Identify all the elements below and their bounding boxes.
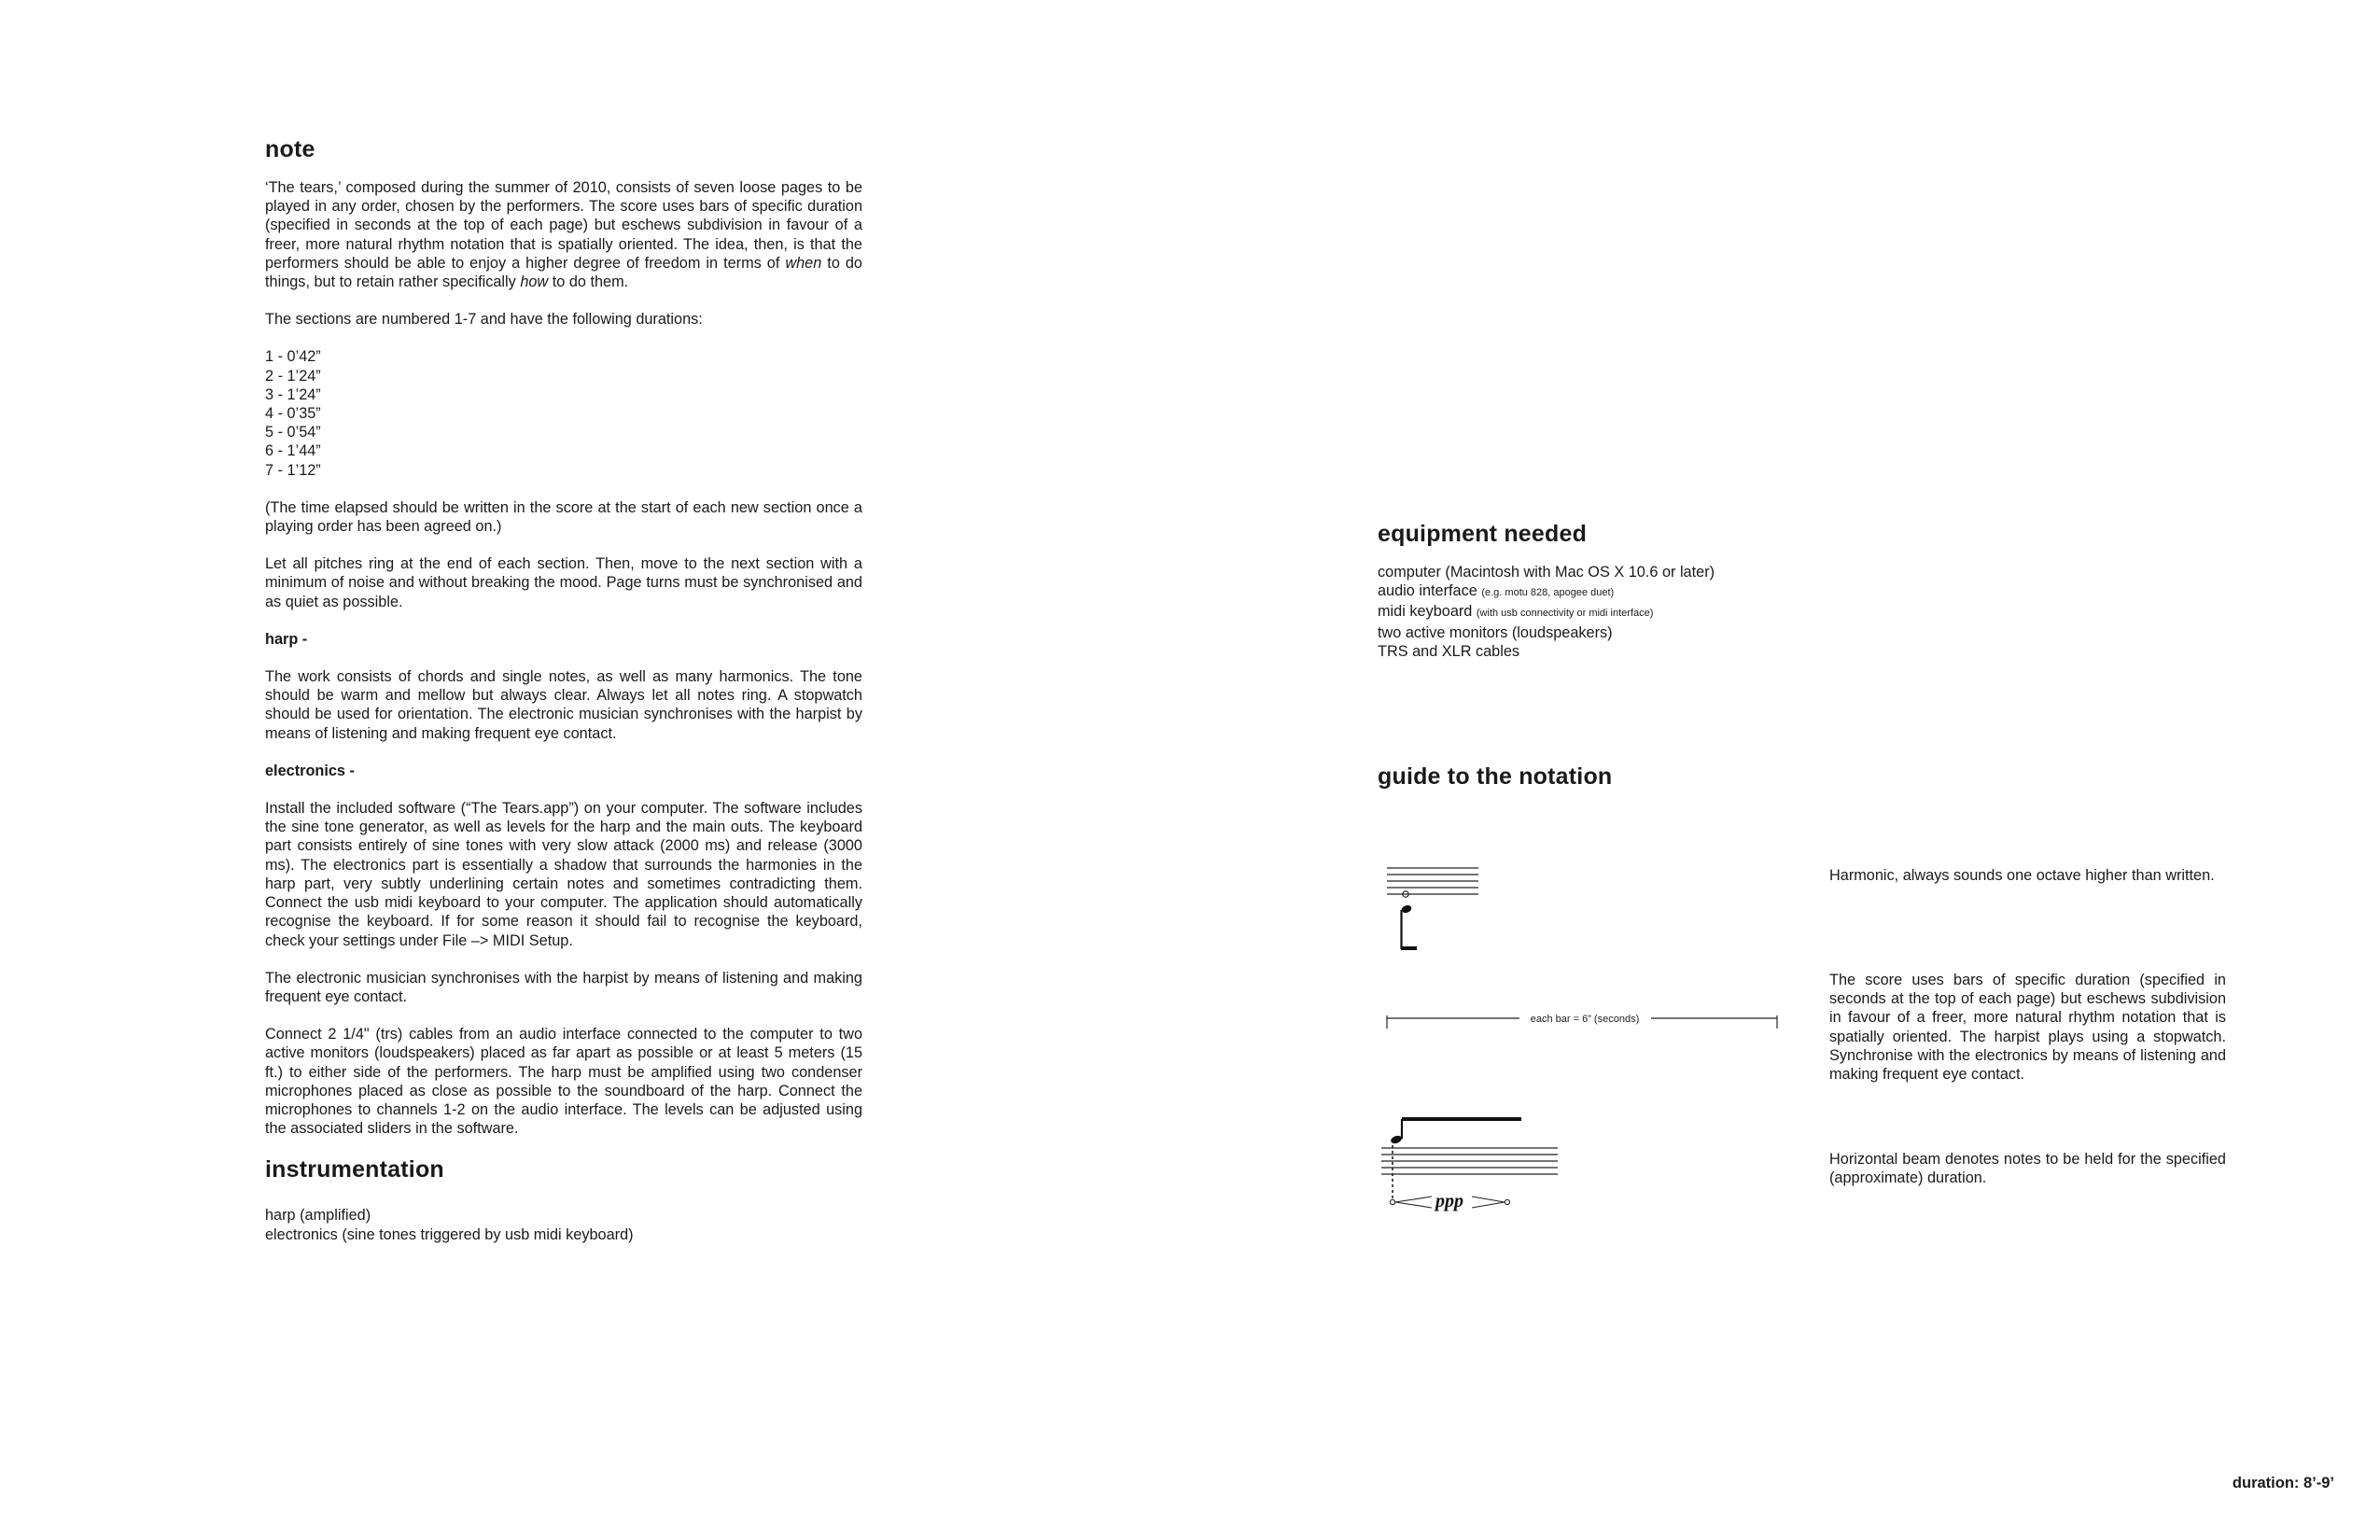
guide-heading: guide to the notation (1378, 763, 1613, 790)
duration-item: 5 - 0’54” (265, 424, 321, 441)
note-section (265, 136, 862, 1244)
duration-item: 2 - 1’24” (265, 367, 321, 385)
hairpin-start-circle-icon (1390, 1199, 1394, 1204)
electronics-sync-paragraph: The electronic musician synchronises with the harpist by means of listening and making frequent eye contact. (265, 969, 862, 1005)
duration-item: 4 - 0’35” (265, 405, 321, 423)
bar-duration-description: The score uses bars of specific duration (specified in seconds at the top of each page) but eschews subdivision in favour of a freer, more natural rhythm notation that is spatially oriented. The harpist plays using a stopwatch. Synchronise with the electronics by means of listening and making frequent eye contact. (1829, 972, 2226, 1084)
note-intro-text-mid: to do things, but to retain rather specifically (265, 254, 862, 291)
harmonic-description: Harmonic, always sounds one octave higher than written. (1829, 867, 2215, 884)
total-duration: duration: 8’-9’ (2232, 1475, 2334, 1491)
equipment-item: audio interface (e.g. motu 828, apogee duet) (1378, 582, 1615, 600)
instrument-item: electronics (sine tones triggered by usb midi keyboard) (265, 1225, 634, 1243)
harp-paragraph: The work consists of chords and single notes, as well as many harmonics. The tone should be warm and mellow but always clear. Always let all notes ring. A stopwatch should be used for orientation. The electronic musician synchronises with the harpist by means of listening and making frequent eye contact. (265, 668, 862, 742)
instrumentation-list (265, 1206, 862, 1243)
electronics-paragraph: Install the included software (“The Tears.app”) on your computer. The software includes the sine tone generator, as well as levels for the harp and the main outs. The keyboard part consists entirely of sine tones with very slow attack (2000 ms) and release (3000 ms). The electronics part is essentially a shadow that surrounds the harmonies in the harp part, very subtly underlining certain notes and sometimes contradicting them. Connect the usb midi keyboard to your computer. The application should automatically recognise the keyboard. If for some reason it should fail to recognise the keyboard, check your settings under File –> MIDI Setup. (265, 800, 862, 949)
equipment-section (1378, 521, 2124, 661)
let-ring-paragraph: Let all pitches ring at the end of each section. Then, move to the next section with a minimum of noise and without breaking the mood. Page turns must be synchronised and as quiet as possible. (265, 555, 862, 610)
equipment-item: two active monitors (loudspeakers) (1378, 623, 1613, 641)
bar-duration-figure (1378, 1008, 1788, 1030)
note-head-icon (1390, 1134, 1403, 1144)
beam-notation-figure (1378, 1111, 1583, 1213)
duration-item: 3 - 1’24” (265, 385, 321, 403)
harmonic-notation-figure (1378, 859, 1490, 963)
hairpin-end-circle-icon (1505, 1199, 1509, 1204)
beam-description: Horizontal beam denotes notes to be held for the specified (approximate) duration. (1829, 1151, 2226, 1187)
instrumentation-heading: instrumentation (265, 1156, 444, 1183)
duration-item: 7 - 1’12” (265, 461, 321, 479)
equipment-item: TRS and XLR cables (1378, 642, 1520, 660)
dynamic-mark: ppp (1435, 1191, 1463, 1211)
note-intro-paragraph (265, 178, 862, 291)
equipment-list (1378, 563, 2124, 661)
equipment-heading: equipment needed (1378, 521, 1588, 547)
time-elapsed-paragraph: (The time elapsed should be written in the score at the start of each new section once a playing order has been agreed on.) (265, 498, 862, 536)
harp-heading: harp - (265, 630, 308, 648)
note-intro-text-end: to do them. (548, 273, 629, 291)
duration-item: 1 - 0’42” (265, 348, 321, 366)
sections-intro: The sections are numbered 1-7 and have the following durations: (265, 311, 703, 329)
durations-list (265, 347, 862, 479)
bar-duration-label: each bar = 6” (seconds) (1530, 1014, 1640, 1025)
connect-paragraph: Connect 2 1/4" (trs) cables from an audio interface connected to the computer to two active monitors (loudspeakers) placed as far apart as possible or at least 5 meters (15 ft.) to either side of the performers. The harp must be amplified using two condenser microphones placed as close as possible to the soundboard of the harp. Connect the microphones to channels 1-2 on the audio interface. The levels can be adjusted using the associated sliders in the software. (265, 1026, 862, 1138)
note-intro-how: how (520, 273, 549, 291)
note-intro-text: ‘The tears,’ composed during the summer of 2010, consists of seven loose pages to be played in any order, chosen by the performers. The score uses bars of specific duration (specified in seconds at the top of each page) but eschews subdivision in favour of a freer, more natural rhythm notation that is spatially oriented. The idea, then, is that the performers should be able to enjoy a higher degree of freedom in terms of (265, 179, 862, 272)
duration-item: 6 - 1’44” (265, 442, 321, 460)
instrument-item: harp (amplified) (265, 1207, 371, 1225)
electronics-heading: electronics - (265, 762, 355, 779)
equipment-item: midi keyboard (with usb connectivity or midi interface) (1378, 603, 1654, 621)
equipment-item: computer (Macintosh with Mac OS X 10.6 or later) (1378, 564, 1715, 581)
note-intro-when: when (785, 254, 822, 272)
note-heading: note (265, 136, 315, 162)
